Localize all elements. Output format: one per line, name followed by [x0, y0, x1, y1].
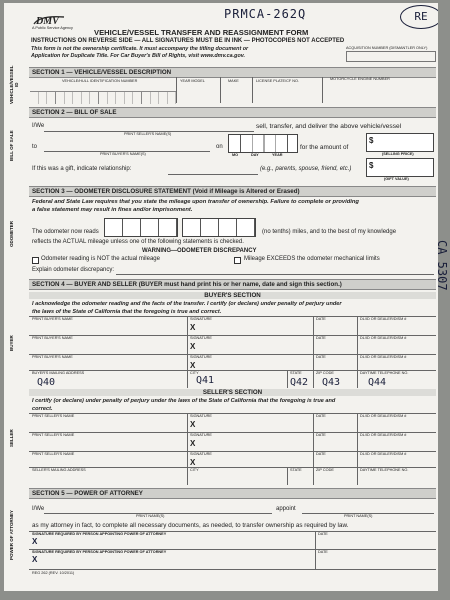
col-vin: VEHICLE/HULL IDENTIFICATION NUMBER	[62, 79, 138, 83]
side-label-buyer: BUYER	[9, 335, 14, 351]
handwritten-address: Q40	[37, 377, 56, 388]
date-year-label: YEAR	[272, 153, 283, 157]
buyer-date-label: DATE	[316, 317, 326, 321]
seller-name-field[interactable]	[30, 438, 186, 450]
svg-text:DMV: DMV	[36, 16, 59, 26]
explain-label: Explain odometer discrepancy:	[32, 267, 115, 273]
poa-x-mark-2: X	[32, 555, 38, 564]
form-note-line2: Application for Duplicate Title. For Car Buyer's Bill of Rights, visit www.dmv.ca.gov.	[31, 53, 245, 59]
amount-label: for the amount of	[300, 144, 349, 151]
handwritten-zip: Q43	[322, 377, 341, 388]
seller-dl-label: DL/ID OR DEALER/DISM #	[360, 452, 407, 456]
col-year: YEAR MODEL	[180, 79, 205, 83]
dmv-logo	[32, 13, 66, 25]
seller-name-label: PRINT SELLER'S NAME	[32, 414, 75, 418]
handwritten-phone: Q44	[368, 377, 387, 388]
section3-header: SECTION 3 — ODOMETER DISCLOSURE STATEMENT (Void if Mileage is Altered or Erased)	[29, 186, 436, 197]
explain-line[interactable]	[116, 274, 434, 275]
seller-phone-label: DAYTIME TELEPHONE NO.	[360, 468, 409, 472]
side-code-text: CA 5307	[435, 240, 449, 291]
gift-value-label: (GIFT VALUE)	[384, 177, 409, 181]
buyer-section-header: BUYER'S SECTION	[29, 292, 436, 299]
seller-zip-label: ZIP CODE	[316, 468, 334, 472]
seller-date-label: DATE	[316, 414, 326, 418]
seller-city-label: CITY	[190, 468, 199, 472]
gift-example: (e.g., parents, spouse, friend, etc.)	[260, 166, 352, 172]
seller-signature-label: SIGNATURE	[190, 433, 212, 437]
form-id: REG 262 (REV. 10/2011)	[32, 571, 75, 575]
side-label-seller: SELLER	[9, 429, 14, 447]
poa-names-label: PRINT NAME(S)	[136, 514, 165, 518]
col-plate: LICENSE PLATE/CF NO.	[256, 79, 299, 83]
buyer-name-label: PRINT BUYER'S NAME	[32, 317, 73, 321]
gift-relationship-line[interactable]	[168, 174, 258, 175]
tenths-text: (no tenths) miles, and to the best of my knowledge	[262, 229, 397, 235]
seller-x-mark: X	[190, 458, 196, 467]
seller-signature-label: SIGNATURE	[190, 452, 212, 456]
form-instructions: INSTRUCTIONS ON REVERSE SIDE — ALL SIGNATURES MUST BE IN INK — PHOTOCOPIES NOT ACCEPTED	[31, 38, 345, 44]
poa-date-label-2: DATE	[318, 550, 328, 554]
buyer-city-label: CITY	[190, 371, 199, 375]
buyer-zip-label: ZIP CODE	[316, 371, 334, 375]
selling-price-label: (SELLING PRICE)	[382, 152, 414, 156]
seller-dl-label: DL/ID OR DEALER/DISM #	[360, 414, 407, 418]
gift-value-dollar: $	[369, 161, 374, 170]
selling-price-field[interactable]	[366, 133, 434, 152]
buyer-name-field[interactable]	[30, 341, 186, 353]
law-line2: a false statement may result in fines and/or imprisonment.	[32, 207, 193, 213]
seller-name-label: PRINT SELLER'S NAME	[32, 452, 75, 456]
buyer-date-label: DATE	[316, 355, 326, 359]
col-make: MAKE	[228, 79, 239, 83]
buyer-cert-line1: I acknowledge the odometer reading and the facts of the transfer. I certify (or declare) under penalty of perjury under	[32, 301, 342, 307]
poa-sig-label-2: SIGNATURE REQUIRED BY PERSON APPOINTING POWER OF ATTORNEY	[32, 550, 167, 554]
col-engine: MOTORCYCLE ENGINE NUMBER	[330, 77, 390, 81]
vin-boxes[interactable]	[30, 91, 176, 104]
actual-mileage-text: reflects the ACTUAL mileage unless one of the following statements is checked.	[32, 239, 244, 245]
odometer-reads-label: The odometer now reads	[32, 229, 99, 235]
side-label-bill: BILL OF SALE	[9, 130, 14, 162]
odometer-boxes-b[interactable]	[182, 218, 256, 237]
date-mo-label: MO	[232, 153, 239, 157]
seller-date-label: DATE	[316, 433, 326, 437]
seller-names-label: PRINT SELLER'S NAME(S)	[124, 132, 172, 136]
poa-x-mark-1: X	[32, 537, 38, 546]
seller-cert-line1: I certify (or declare) under penalty of perjury under the laws of the State of California that the foregoing is true and	[32, 398, 336, 404]
gift-label: If this was a gift, indicate relationship:	[32, 166, 132, 172]
buyer-phone-label: DAYTIME TELEPHONE NO.	[360, 371, 409, 375]
buyer-dl-label: DL/ID OR DEALER/DISM #	[360, 317, 407, 321]
date-day-label: DAY	[251, 153, 259, 157]
seller-name-field[interactable]	[30, 419, 186, 431]
section4-header: SECTION 4 — BUYER AND SELLER (BUYER must hand print his or her name, date and sign this section.)	[29, 279, 436, 290]
seller-name-label: PRINT SELLER'S NAME	[32, 433, 75, 437]
handwritten-initials	[400, 5, 438, 29]
poa-date-label-1: DATE	[318, 532, 328, 536]
buyer-x-mark: X	[190, 361, 196, 370]
side-label-vehicle: VEHICLE/VESSEL ID	[9, 65, 19, 105]
seller-signature-label: SIGNATURE	[190, 414, 212, 418]
form-title: VEHICLE/VESSEL TRANSFER AND REASSIGNMENT FORM	[94, 28, 309, 37]
buyer-signature-label: SIGNATURE	[190, 336, 212, 340]
seller-state-label: STATE	[290, 468, 302, 472]
not-actual-label: Odometer reading is NOT the actual mileage	[41, 256, 160, 262]
odometer-boxes-a[interactable]	[104, 218, 178, 237]
initials-text: RE	[414, 10, 428, 23]
poa-appoint-label: appoint	[276, 506, 296, 512]
seller-x-mark: X	[190, 420, 196, 429]
seller-dl-label: DL/ID OR DEALER/DISM #	[360, 433, 407, 437]
poa-attorney-names-label: PRINT NAME(S)	[344, 514, 373, 518]
date-boxes[interactable]	[228, 134, 298, 153]
not-actual-checkbox[interactable]	[32, 257, 39, 264]
to-label: to	[32, 144, 38, 150]
poa-sig-label-1: SIGNATURE REQUIRED BY PERSON APPOINTING POWER OF ATTORNEY	[32, 532, 167, 536]
handwritten-header-code: PRMCA-262Q	[224, 7, 307, 21]
handwritten-state: Q42	[290, 377, 309, 388]
seller-x-mark: X	[190, 439, 196, 448]
form-note-line1: This form is not the ownership certificate. It must accompany the titling document or	[31, 46, 249, 52]
buyer-dl-label: DL/ID OR DEALER/DISM #	[360, 355, 407, 359]
buyer-name-field[interactable]	[30, 322, 186, 334]
gift-value-field[interactable]	[366, 158, 434, 177]
acquisition-number-field[interactable]	[346, 51, 436, 62]
sell-transfer-text: sell, transfer, and deliver the above vehicle/vessel	[256, 123, 402, 130]
agency-text: A Public Service Agency	[32, 26, 73, 30]
buyer-name-label: PRINT BUYER'S NAME	[32, 336, 73, 340]
buyer-x-mark: X	[190, 323, 196, 332]
seller-section-header: SELLER'S SECTION	[29, 389, 436, 396]
seller-date-label: DATE	[316, 452, 326, 456]
buyer-cert-line2: the laws of the State of California that the foregoing is true and correct.	[32, 309, 222, 315]
section5-header: SECTION 5 — POWER OF ATTORNEY	[29, 488, 436, 499]
on-label: on	[216, 144, 223, 150]
poa-iwe-label: I/We	[32, 506, 45, 512]
buyer-dl-label: DL/ID OR DEALER/DISM #	[360, 336, 407, 340]
buyer-address-label: BUYER'S MAILING ADDRESS	[32, 371, 85, 375]
buyer-state-label: STATE	[290, 371, 302, 375]
dmv-logo-mark	[32, 14, 66, 26]
iwe-label: I/We	[32, 123, 45, 129]
acquisition-number-label: ACQUISITION NUMBER (DISMANTLER ONLY)	[346, 46, 428, 50]
buyer-x-mark: X	[190, 342, 196, 351]
side-label-odometer: ODOMETER	[9, 221, 14, 248]
handwritten-side-code	[432, 240, 450, 291]
seller-cert-line2: correct.	[32, 406, 53, 412]
buyer-names-label: PRINT BUYER'S NAME(S)	[100, 152, 146, 156]
poa-as-attorney-text: as my attorney in fact, to complete all necessary documents, as needed, to transfer ownership as required by law.	[32, 522, 349, 529]
discrepancy-warning: WARNING—ODOMETER DISCREPANCY	[142, 248, 257, 254]
law-line1: Federal and State Law requires that you state the mileage upon transfer of ownership. Failure to complete or providing	[32, 199, 359, 205]
buyer-date-label: DATE	[316, 336, 326, 340]
selling-price-dollar: $	[369, 136, 374, 145]
exceeds-checkbox[interactable]	[234, 257, 241, 264]
seller-address-label: SELLER'S MAILING ADDRESS	[32, 468, 86, 472]
buyer-signature-label: SIGNATURE	[190, 317, 212, 321]
side-label-poa: POWER OF ATTORNEY	[9, 510, 14, 560]
handwritten-city: Q41	[196, 375, 215, 386]
buyer-name-label: PRINT BUYER'S NAME	[32, 355, 73, 359]
section2-header: SECTION 2 — BILL OF SALE	[29, 107, 436, 118]
buyer-signature-label: SIGNATURE	[190, 355, 212, 359]
section1-header: SECTION 1 — VEHICLE/VESSEL DESCRIPTION	[29, 67, 436, 78]
form-sheet	[4, 3, 438, 591]
exceeds-label: Mileage EXCEEDS the odometer mechanical limits	[244, 256, 380, 262]
